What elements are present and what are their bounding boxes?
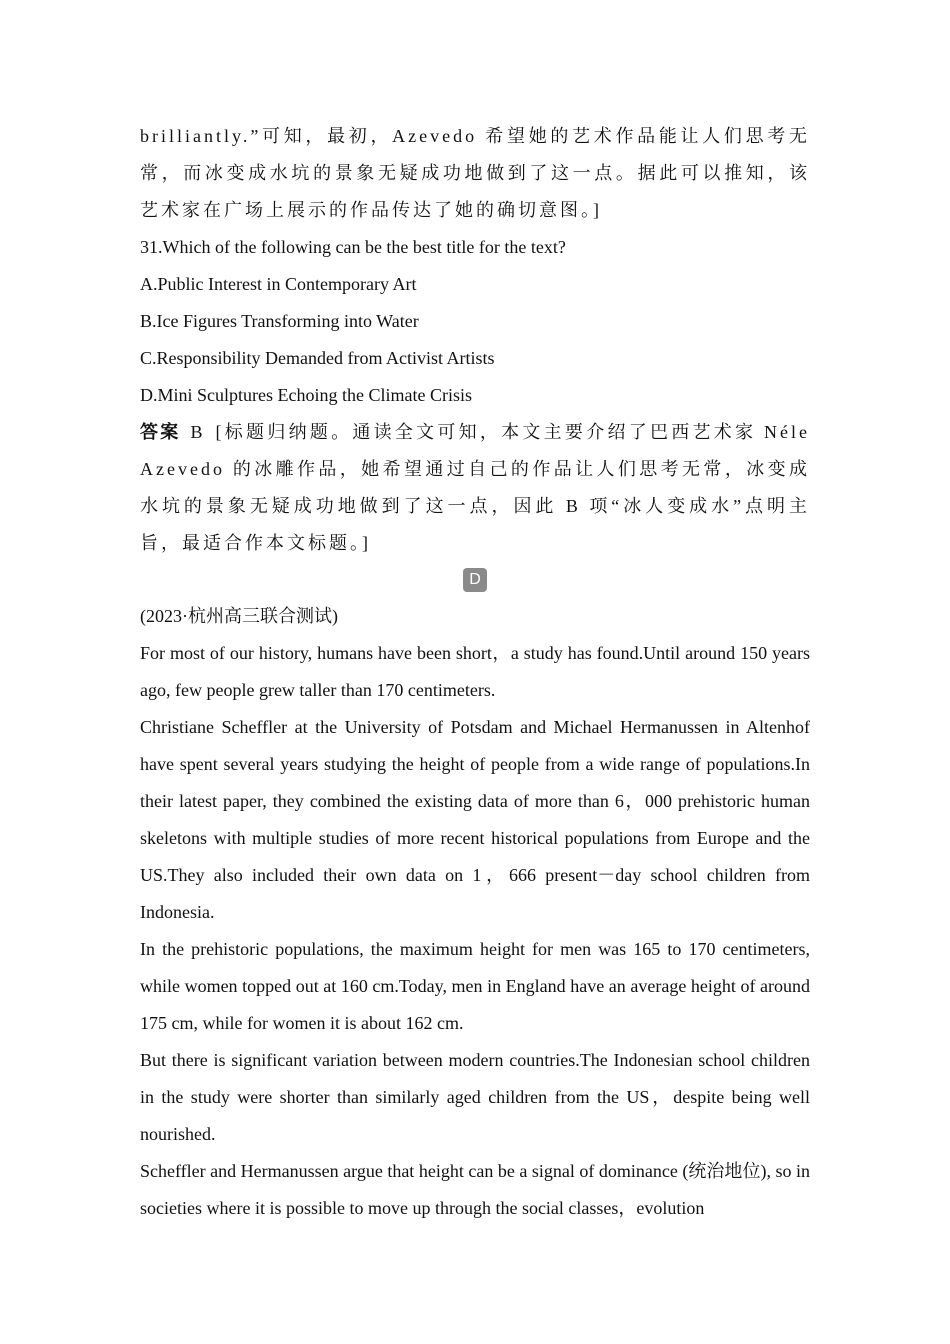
passage-paragraph-5: Scheffler and Hermanussen argue that height can be a signal of dominance (统治地位), so in societies where it is possible to move up through the social classes，evolution <box>140 1161 810 1218</box>
continuation-explanation: brilliantly.”可知，最初，Azevedo 希望她的艺术作品能让人们思考无常，而冰变成水坑的景象无疑成功地做到了这一点。据此可以推知，该艺术家在广场上展示的作品传达了她的确切意图。] <box>140 126 810 220</box>
answer-letter: B <box>190 422 206 442</box>
section-badge-row <box>140 562 810 598</box>
option-a: A.Public Interest in Contemporary Art <box>140 274 417 294</box>
option-d: D.Mini Sculptures Echoing the Climate Crisis <box>140 385 472 405</box>
section-badge: D <box>463 568 487 592</box>
option-c: C.Responsibility Demanded from Activist Artists <box>140 348 495 368</box>
document-page <box>140 118 810 1227</box>
passage-paragraph-1: For most of our history, humans have been short，a study has found.Until around 150 years ago, few people grew taller than 170 centimeters. <box>140 643 810 700</box>
question-31-stem: 31.Which of the following can be the best title for the text? <box>140 237 566 257</box>
passage-source: (2023·杭州高三联合测试) <box>140 606 338 626</box>
answer-label: 答案 <box>140 422 181 442</box>
option-b: B.Ice Figures Transforming into Water <box>140 311 419 331</box>
passage-paragraph-2: Christiane Scheffler at the University of Potsdam and Michael Hermanussen in Altenhof have spent several years studying the height of people from a wide range of populations.In their latest paper, they combined the existing data of more than 6，000 prehistoric human skeletons with multiple studies of more recent historical populations from Europe and the US.They also included their own data on 1，666 present－day school children from Indonesia. <box>140 717 810 922</box>
passage-paragraph-3: In the prehistoric populations, the maximum height for men was 165 to 170 centimeters, while women topped out at 160 cm.Today, men in England have an average height of around 175 cm, while for women it is about 162 cm. <box>140 939 810 1033</box>
answer-block <box>140 414 810 562</box>
answer-explanation: [标题归纳题。通读全文可知，本文主要介绍了巴西艺术家 Néle Azevedo 的冰雕作品，她希望通过自己的作品让人们思考无常，冰变成水坑的景象无疑成功地做到了这一点，因此 B 项“冰人变成水”点明主旨，最适合作本文标题。] <box>140 422 810 553</box>
passage-paragraph-4: But there is significant variation between modern countries.The Indonesian school children in the study were shorter than similarly aged children from the US，despite being well nourished. <box>140 1050 810 1144</box>
